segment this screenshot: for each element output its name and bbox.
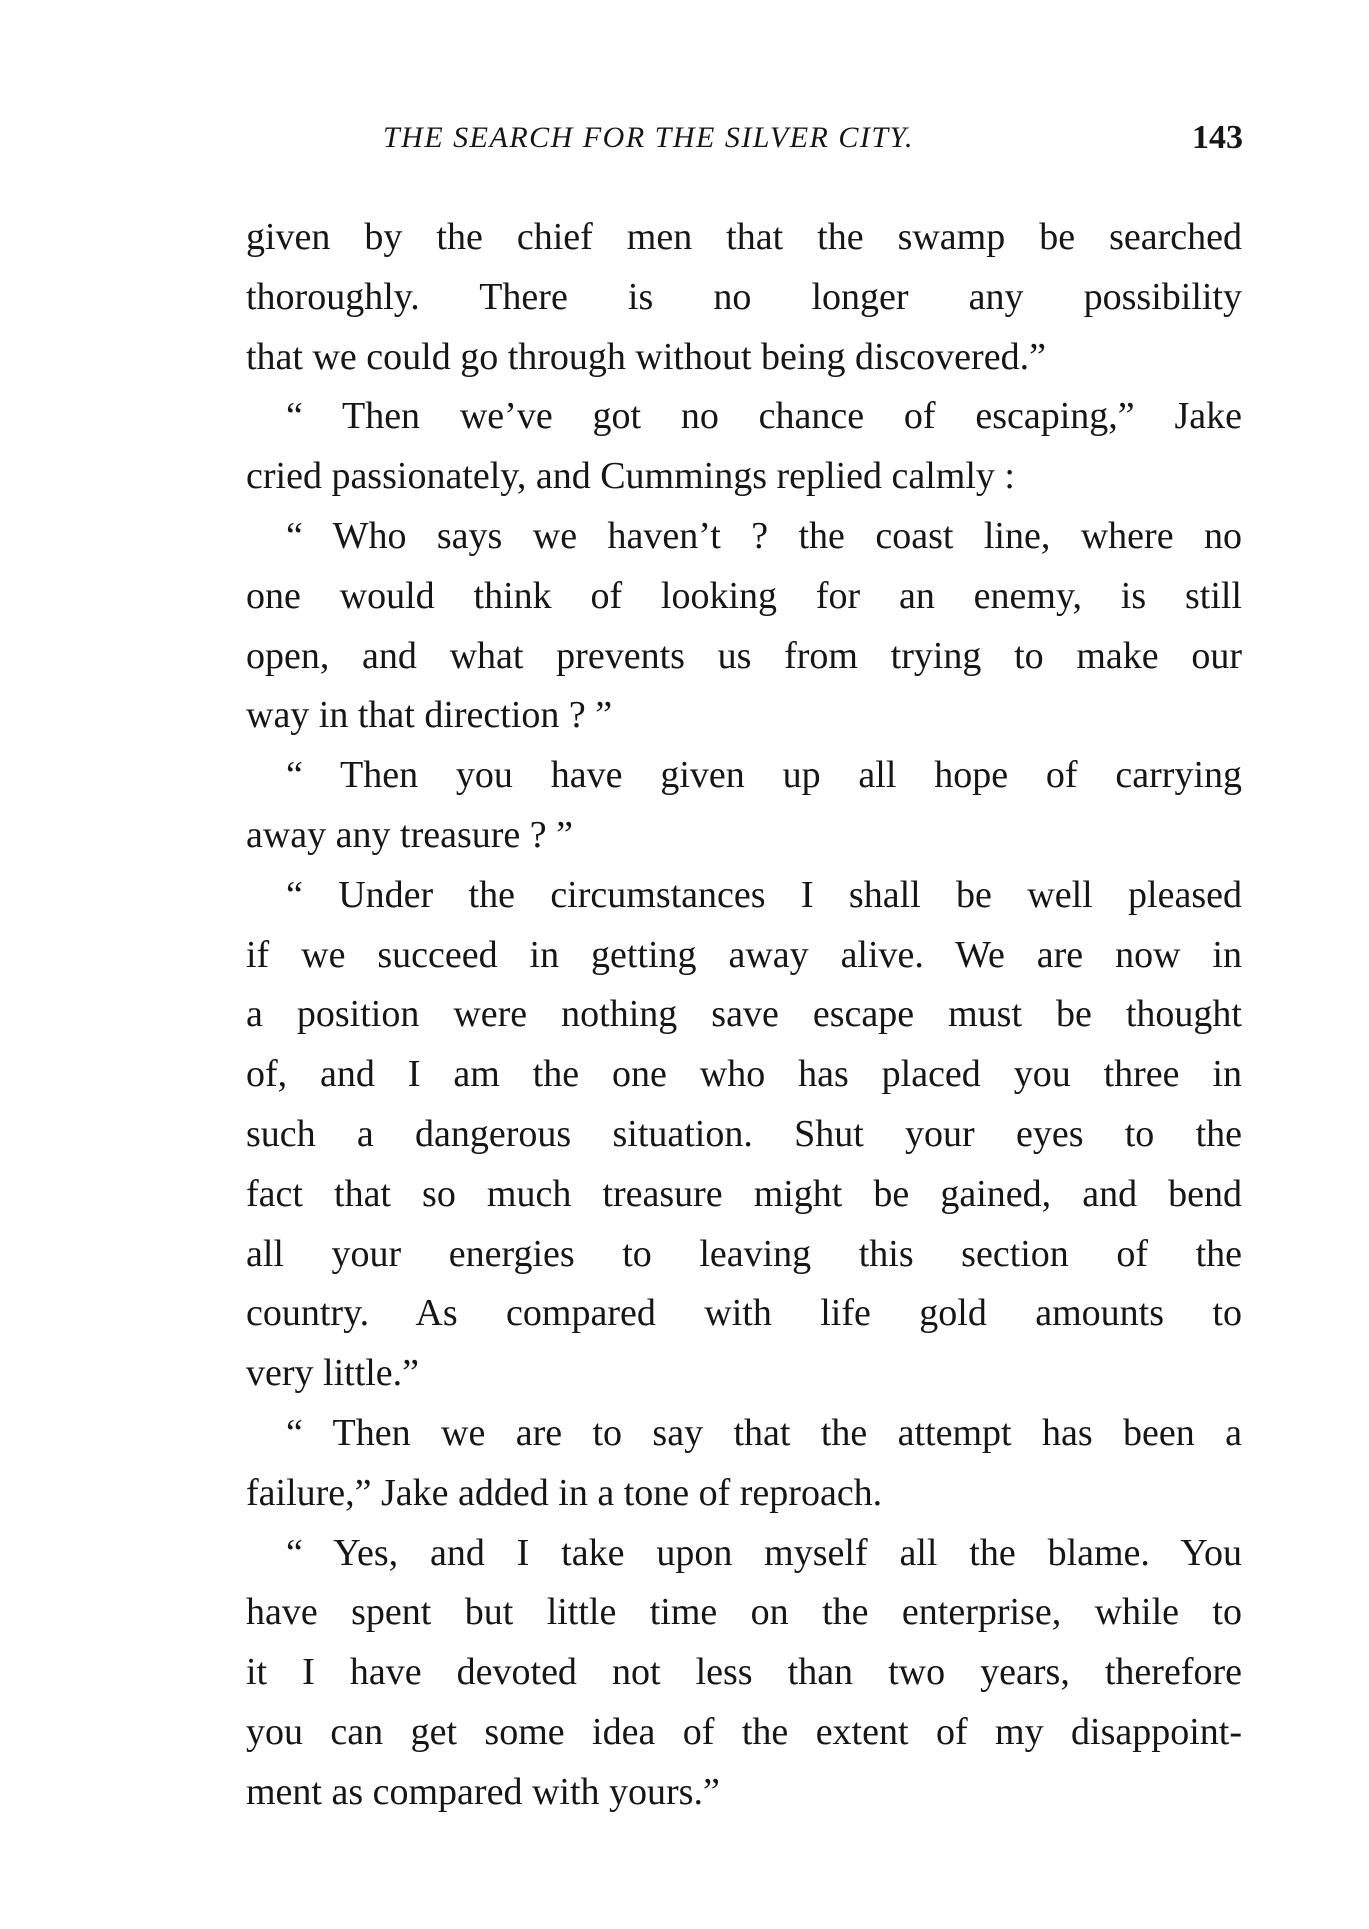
text-line: way in that direction ? ” xyxy=(246,694,613,737)
text-line: it I have devoted not less than two years, therefore xyxy=(246,1651,1242,1694)
body-text xyxy=(246,208,1242,1823)
text-line: all your energies to leaving this section of the xyxy=(246,1232,1242,1275)
text-line: away any treasure ? ” xyxy=(246,813,574,856)
text-line: ment as compared with yours.” xyxy=(246,1770,720,1813)
text-line: given by the chief men that the swamp be searched xyxy=(246,216,1242,258)
text-line: cried passionately, and Cummings replied calmly : xyxy=(246,455,1015,498)
text-line: have spent but little time on the enterprise, while to xyxy=(246,1591,1242,1634)
text-line: country. As compared with life gold amounts to xyxy=(246,1292,1242,1335)
text-line: “ Yes, and I take upon myself all the blame. You xyxy=(286,1531,1242,1574)
text-line: fact that so much treasure might be gained, and bend xyxy=(246,1172,1242,1215)
text-line: thoroughly. There is no longer any possibility xyxy=(246,275,1242,318)
page-number: 143 xyxy=(1192,119,1243,156)
text-line: a position were nothing save escape must be thought xyxy=(246,993,1242,1036)
running-title: THE SEARCH FOR THE SILVER CITY. xyxy=(383,121,914,154)
text-line: you can get some idea of the extent of my disappoint- xyxy=(246,1710,1242,1753)
text-line: “ Then you have given up all hope of carrying xyxy=(286,754,1242,797)
text-line: such a dangerous situation. Shut your eyes to the xyxy=(246,1112,1242,1155)
text-line: failure,” Jake added in a tone of reproach. xyxy=(246,1471,883,1514)
text-line: “ Then we are to say that the attempt has been a xyxy=(286,1411,1242,1454)
text-line: one would think of looking for an enemy, is still xyxy=(246,574,1242,617)
text-line: “ Who says we haven’t ? the coast line, where no xyxy=(286,514,1242,557)
text-line: “ Under the circumstances I shall be well pleased xyxy=(286,873,1242,916)
running-head xyxy=(383,118,1243,168)
text-line: that we could go through without being discovered.” xyxy=(246,335,1046,378)
text-line: if we succeed in getting away alive. We are now in xyxy=(246,933,1242,976)
text-line: open, and what prevents us from trying to make our xyxy=(246,634,1242,677)
text-line: “ Then we’ve got no chance of escaping,” Jake xyxy=(286,395,1242,438)
text-line: very little.” xyxy=(246,1352,420,1395)
text-line: of, and I am the one who has placed you three in xyxy=(246,1053,1242,1096)
